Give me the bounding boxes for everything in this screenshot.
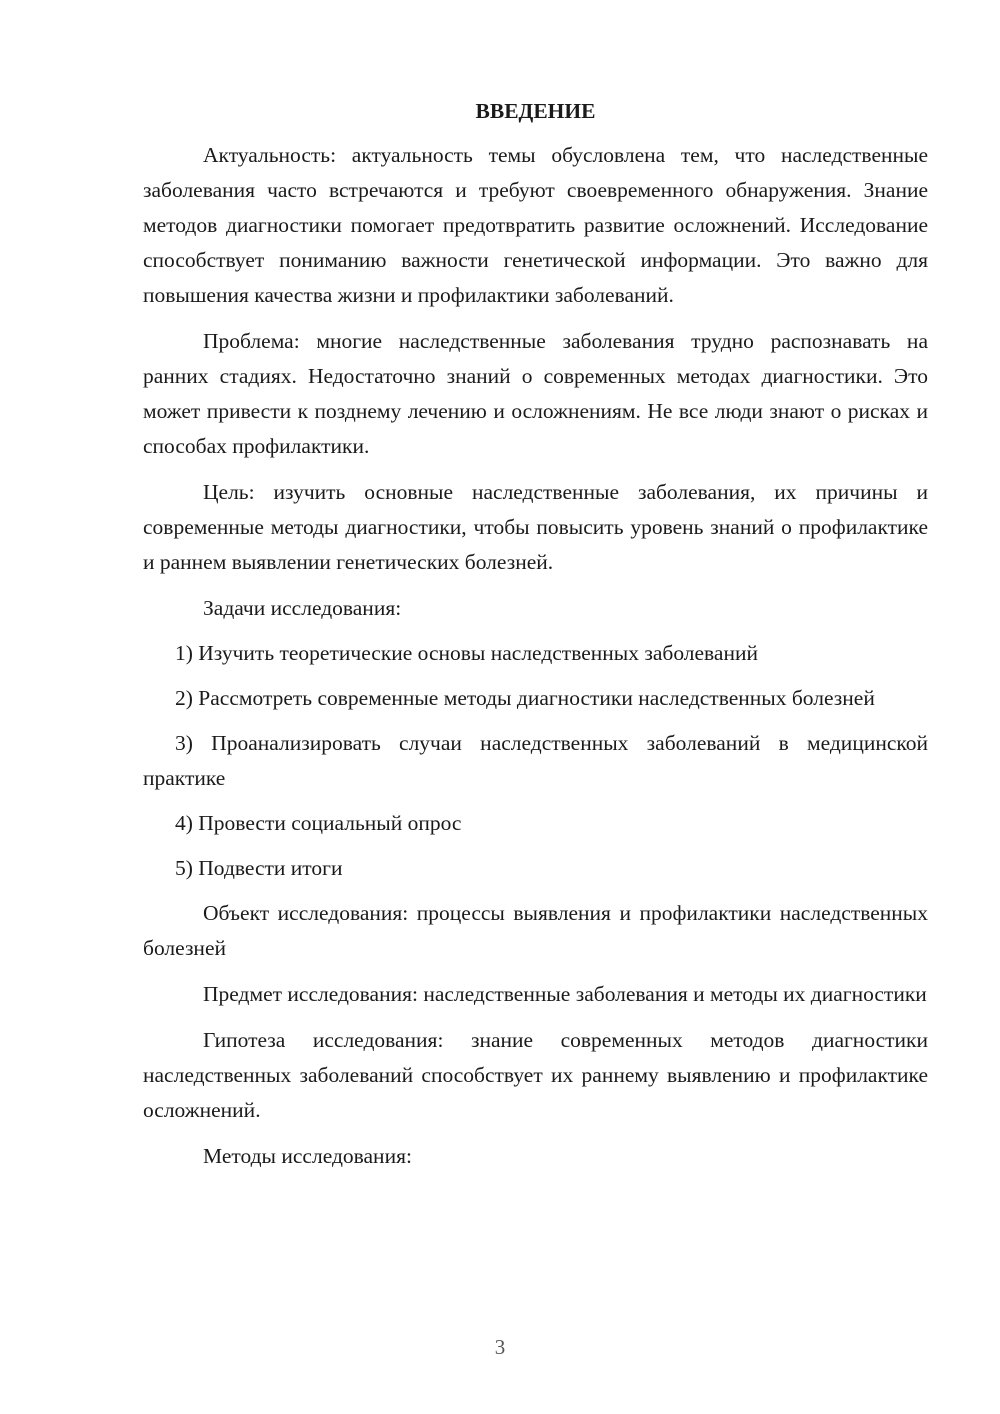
task-item: 3) Проанализировать случаи наследственных заболеваний в медицинской практике xyxy=(143,731,928,790)
tasks-heading: Задачи исследования: xyxy=(203,596,402,620)
task-item: 5) Подвести итоги xyxy=(175,856,343,880)
task-item: 2) Рассмотреть современные методы диагностики наследственных болезней xyxy=(175,686,875,710)
page-number: 3 xyxy=(494,1335,506,1359)
subject-paragraph: Предмет исследования: наследственные заболевания и методы их диагностики xyxy=(203,982,927,1006)
document-page xyxy=(143,96,928,1184)
object-paragraph: Объект исследования: процессы выявления и профилактики наследственных болезней xyxy=(143,901,928,960)
task-item: 1) Изучить теоретические основы наследственных заболеваний xyxy=(175,641,758,665)
problem-paragraph: Проблема: многие наследственные заболевания трудно распознавать на ранних стадиях. Недостаточно знаний о современных методах диагностики. Это может привести к позднему лечению и осложнениям. Не все люди знают о рисках и способах профилактики. xyxy=(143,329,928,458)
section-title: ВВЕДЕНИЕ xyxy=(475,99,596,123)
hypothesis-paragraph: Гипотеза исследования: знание современных методов диагностики наследственных заболеваний способствует их раннему выявлению и профилактике осложнений. xyxy=(143,1028,928,1122)
task-item: 4) Провести социальный опрос xyxy=(175,811,462,835)
tasks-list xyxy=(143,636,928,886)
methods-heading: Методы исследования: xyxy=(203,1144,412,1168)
goal-paragraph: Цель: изучить основные наследственные заболевания, их причины и современные методы диагностики, чтобы повысить уровень знаний о профилактике и раннем выявлении генетических болезней. xyxy=(143,480,928,574)
relevance-paragraph: Актуальность: актуальность темы обусловлена тем, что наследственные заболевания часто встречаются и требуют своевременного обнаружения. Знание методов диагностики помогает предотвратить развитие осложнений. Исследование способствует пониманию важности генетической информации. Это важно для повышения качества жизни и профилактики заболеваний. xyxy=(143,143,928,307)
